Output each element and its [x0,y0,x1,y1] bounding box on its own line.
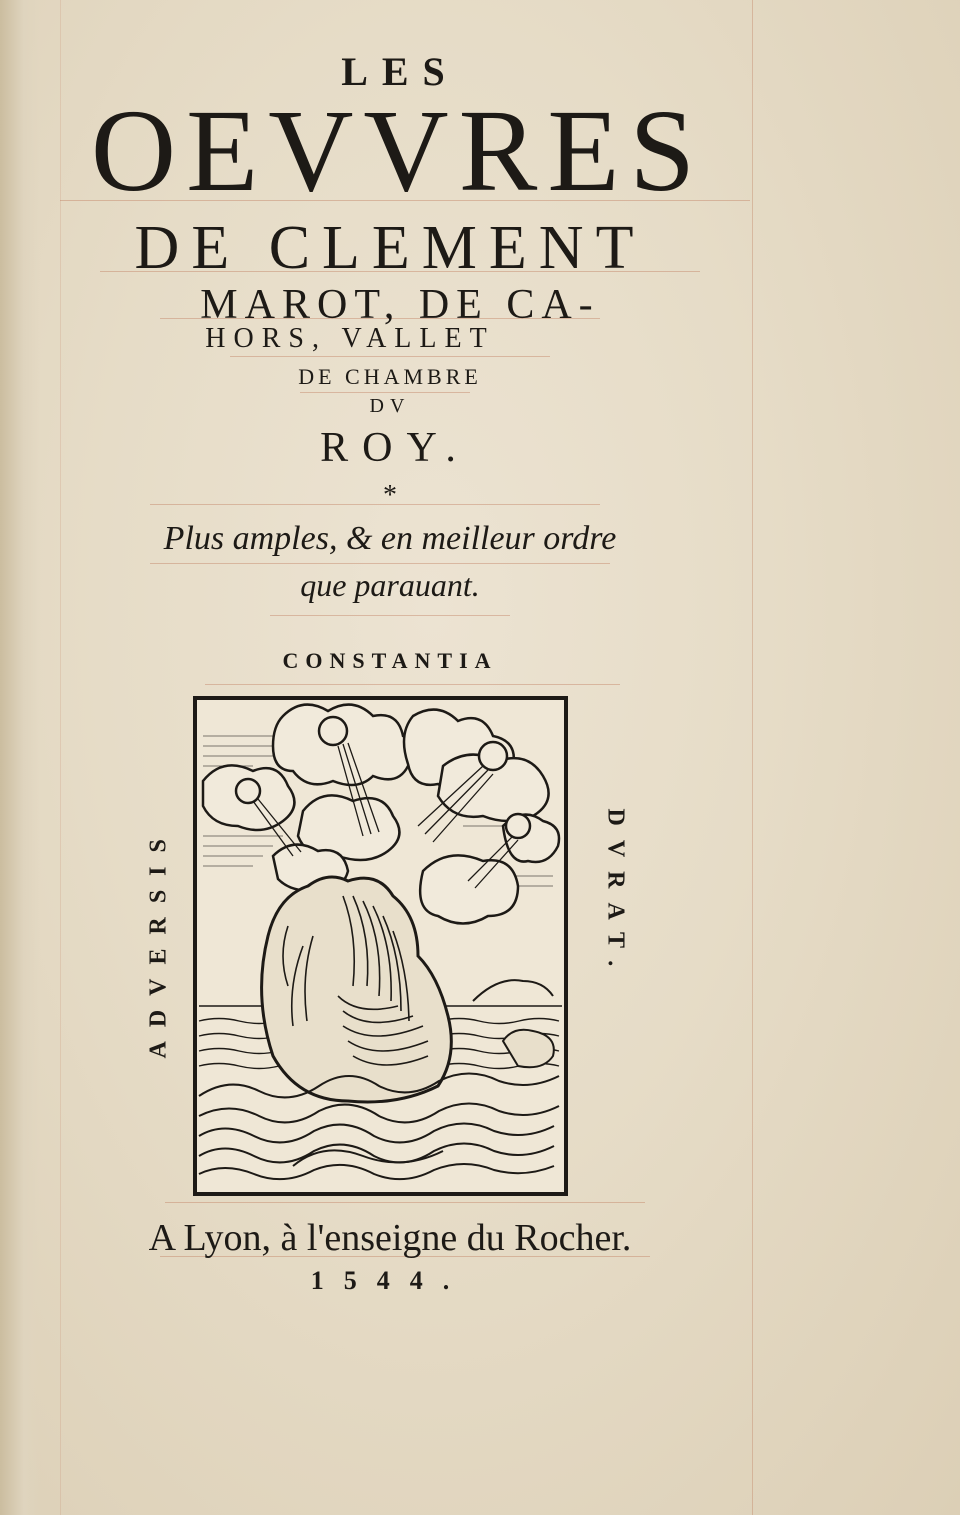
title-marot: MAROT, DE CA- [200,282,600,328]
title-roy: ROY. [320,425,470,471]
subtitle-line-1: Plus amples, & en meilleur ordre [163,520,617,557]
subtitle-line-2: que parauant. [300,567,480,603]
title-de-chambre: DE CHAMBRE [298,364,482,389]
title-cahors: HORS, VALLET [205,323,495,354]
title-du: DV [369,395,411,417]
motto-left: ADVERSIS [145,825,172,1059]
title-les: LES [341,49,459,94]
motto-top: CONSTANTIA [282,648,498,673]
guide-rule-horizontal [165,1202,645,1203]
guide-rule-horizontal [205,684,620,685]
title-de-clement: DE CLEMENT [134,214,646,282]
guide-rule-horizontal [300,392,470,393]
ornament-asterisk: * [383,480,397,511]
guide-rule-horizontal [150,563,610,564]
motto-right: DVRAT. [602,808,629,981]
imprint: A Lyon, à l'enseigne du Rocher. [148,1217,632,1259]
guide-rule-horizontal [270,615,510,616]
woodcut-printers-device [193,696,568,1196]
guide-rule-horizontal [230,356,550,357]
title-oeuvres: OEVVRES [90,85,706,216]
imprint-year: 1544. [310,1266,470,1295]
